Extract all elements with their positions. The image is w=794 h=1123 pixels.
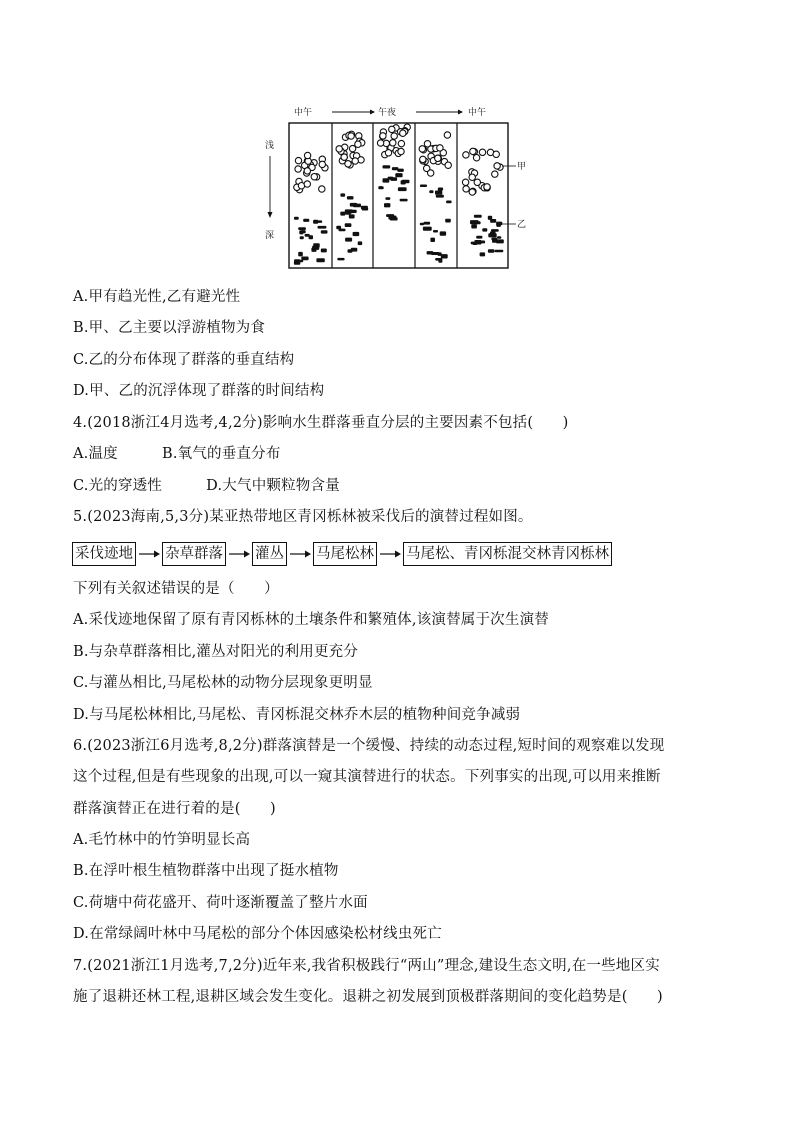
q3-option-b: B.甲、乙主要以浮游植物为食	[73, 320, 266, 336]
q5-option-c: C.与灌丛相比,马尾松林的动物分层现象更明显	[73, 675, 373, 691]
yi-organism	[423, 227, 432, 231]
jia-organism	[377, 140, 383, 146]
jia-organism	[319, 186, 325, 192]
jia-organism	[380, 133, 386, 139]
depth-label-shallow: 浅	[265, 141, 275, 151]
flow-step-2: 杂草群落	[162, 542, 226, 566]
yi-organism	[294, 217, 299, 220]
yi-organism	[496, 222, 502, 226]
jia-organism	[444, 132, 450, 138]
jia-organism	[304, 168, 310, 174]
time-label-noon-2: 中午	[468, 108, 487, 118]
q6-option-b: B.在浮叶根生植物群落中出现了挺水植物	[73, 863, 339, 879]
yi-organism	[353, 232, 360, 236]
yi-organism	[347, 196, 354, 199]
q7-stem-line-1: 7.(2021浙江1月选考,7,2分)近年来,我省积极践行“两山”理念,建设生态文明,在一些地区实	[73, 958, 660, 974]
flow-arrow-icon	[377, 548, 403, 560]
jia-organism	[341, 154, 347, 160]
yi-organism	[400, 199, 408, 202]
yi-organism	[473, 221, 480, 224]
q4-options-cd: C.光的穿透性 D.大气中颗粒物含量	[73, 478, 340, 494]
jia-organism	[345, 161, 351, 167]
yi-organism	[348, 249, 353, 253]
yi-organism	[429, 190, 433, 193]
flow-arrow-icon	[287, 548, 313, 560]
jia-organism	[463, 186, 469, 192]
yi-organism	[390, 177, 397, 181]
q3-option-a: A.甲有趋光性,乙有避光性	[73, 289, 241, 305]
yi-organism	[471, 224, 477, 228]
jia-organism	[295, 166, 301, 172]
yi-organism	[301, 257, 308, 261]
q5-option-b: B.与杂草群落相比,灌丛对阳光的利用更充分	[73, 644, 359, 660]
yi-organism	[402, 180, 410, 184]
yi-organism	[383, 165, 391, 168]
yi-organism	[435, 258, 442, 261]
q6-stem-line-3: 群落演替正在进行着的是( )	[73, 801, 276, 817]
q6-stem-line-1: 6.(2023浙江6月选考,8,2分)群落演替是一个缓慢、持续的动态过程,短时间的观察难以发现	[73, 738, 665, 754]
flow-step-4: 马尾松林	[313, 542, 377, 566]
migration-figure	[262, 104, 540, 270]
jia-organism	[437, 145, 443, 151]
jia-organism	[492, 171, 498, 177]
yi-organism	[379, 186, 383, 189]
depth-label-deep: 深	[265, 231, 275, 241]
yi-organism	[398, 187, 407, 191]
jia-organism	[390, 140, 396, 146]
yi-organism	[490, 231, 496, 235]
q6-option-d: D.在常绿阔叶林中马尾松的部分个体因感染松材线虫死亡	[73, 926, 442, 942]
yi-organism	[438, 188, 443, 191]
jia-organism	[435, 155, 441, 161]
yi-organism	[321, 230, 328, 233]
q5-stem: 5.(2023海南,5,3分)某亚热带地区青冈栎林被采伐后的演替过程如图。	[73, 509, 533, 525]
q6-option-c: C.荷塘中荷花盛开、荷叶逐渐覆盖了整片水面	[73, 895, 368, 911]
yi-organism	[433, 230, 438, 233]
yi-organism	[336, 226, 341, 229]
jia-organism	[304, 181, 310, 187]
yi-organism	[337, 258, 344, 261]
flow-step-3: 灌丛	[252, 542, 287, 566]
yi-organism	[386, 214, 394, 217]
yi-organism	[490, 219, 496, 223]
yi-organism	[477, 241, 485, 244]
jia-organism	[469, 174, 475, 180]
species-label-jia: 甲	[517, 162, 527, 172]
yi-organism	[392, 167, 399, 170]
jia-organism	[428, 170, 434, 176]
jia-organism	[420, 156, 426, 162]
jia-organism	[311, 174, 317, 180]
q6-option-a: A.毛竹林中的竹笋明显长高	[73, 832, 251, 848]
jia-organism	[304, 152, 310, 158]
yi-organism	[435, 191, 442, 195]
yi-organism	[309, 235, 313, 239]
yi-organism	[420, 223, 424, 226]
yi-organism	[390, 217, 398, 220]
yi-organism	[340, 212, 345, 216]
species-label-yi: 乙	[517, 220, 527, 230]
yi-organism	[430, 238, 435, 242]
yi-organism	[340, 193, 345, 196]
jia-organism	[352, 158, 358, 164]
yi-organism	[316, 258, 324, 262]
yi-organism	[345, 209, 353, 213]
yi-organism	[482, 228, 487, 231]
yi-organism	[298, 252, 303, 257]
yi-organism	[445, 219, 451, 223]
yi-organism	[420, 185, 427, 188]
yi-organism	[299, 230, 303, 234]
yi-organism	[316, 220, 322, 223]
flow-step-1: 采伐迹地	[72, 542, 136, 566]
yi-organism	[436, 195, 444, 198]
yi-organism	[473, 242, 478, 245]
yi-organism	[424, 222, 431, 225]
yi-organism	[358, 241, 363, 245]
jia-organism	[398, 148, 404, 154]
jia-organism	[493, 151, 499, 157]
jia-organism	[400, 130, 406, 136]
yi-organism	[318, 226, 327, 229]
jia-organism	[484, 184, 490, 190]
yi-organism	[491, 229, 499, 232]
jia-organism	[336, 146, 342, 152]
jia-organism	[473, 155, 479, 161]
yi-organism	[300, 236, 304, 239]
jia-organism	[391, 133, 397, 139]
yi-organism	[321, 249, 327, 253]
yi-organism	[303, 219, 309, 222]
jia-organism	[295, 157, 301, 163]
yi-organism	[474, 215, 482, 218]
q5-option-a: A.采伐迹地保留了原有青冈栎林的土壤条件和繁殖体,该演替属于次生演替	[73, 612, 549, 628]
q4-options-ab: A.温度 B.氧气的垂直分布	[73, 446, 281, 462]
q3-option-d: D.甲、乙的沉浮体现了群落的时间结构	[73, 383, 325, 399]
yi-organism	[492, 239, 499, 242]
jia-organism	[389, 126, 395, 132]
flow-step-5: 马尾松、青冈栎混交林青冈栎林	[403, 542, 612, 566]
yi-organism	[497, 236, 501, 239]
yi-organism	[480, 252, 486, 256]
yi-organism	[312, 246, 319, 250]
yi-organism	[349, 214, 355, 218]
yi-organism	[476, 236, 482, 239]
yi-organism	[488, 249, 495, 252]
yi-organism	[440, 231, 446, 235]
jia-organism	[470, 148, 476, 154]
jia-organism	[494, 163, 500, 169]
yi-organism	[353, 204, 361, 208]
jia-organism	[462, 179, 468, 185]
jia-organism	[398, 140, 404, 146]
jia-organism	[463, 152, 469, 158]
succession-flowchart	[72, 542, 612, 566]
time-label-midnight: 午夜	[378, 108, 397, 118]
yi-organism	[345, 223, 352, 227]
yi-organism	[495, 250, 504, 253]
flow-arrow-icon	[136, 548, 162, 560]
yi-organism	[383, 178, 390, 182]
jia-organism	[474, 179, 480, 185]
jia-organism	[445, 162, 451, 168]
yi-organism	[385, 197, 390, 200]
species-jia-circles	[294, 124, 504, 195]
jia-organism	[424, 141, 430, 147]
yi-organism	[298, 227, 306, 230]
yi-organism	[427, 251, 434, 254]
yi-organism	[345, 238, 352, 242]
q4-stem: 4.(2018浙江4月选考,4,2分)影响水生群落垂直分层的主要因素不包括( )	[73, 415, 569, 431]
jia-organism	[479, 149, 485, 155]
jia-organism	[385, 150, 391, 156]
yi-organism	[441, 254, 448, 258]
q7-stem-line-2: 施了退耕还林工程,退耕区域会发生变化。退耕之初发展到顶极群落期间的变化趋势是( )	[73, 989, 663, 1005]
flow-arrow-icon	[226, 548, 252, 560]
jia-organism	[469, 189, 475, 195]
yi-organism	[395, 173, 402, 177]
q3-option-c: C.乙的分布体现了群落的垂直结构	[73, 352, 295, 368]
q6-stem-line-2: 这个过程,但是有些现象的出现,可以一窥其演替进行的状态。下列事实的出现,可以用来推断	[73, 769, 661, 785]
jia-organism	[348, 133, 354, 139]
yi-organism	[384, 203, 390, 207]
q5-question: 下列有关叙述错误的是（ ）	[73, 581, 279, 597]
time-label-noon-1: 中午	[294, 108, 313, 118]
q5-option-d: D.与马尾松林相比,马尾松、青冈栎混交林乔木层的植物种间竞争减弱	[73, 707, 521, 723]
jia-organism	[419, 146, 425, 152]
jia-organism	[349, 145, 355, 151]
yi-organism	[362, 208, 369, 211]
jia-organism	[319, 161, 325, 167]
yi-organism	[446, 201, 452, 204]
